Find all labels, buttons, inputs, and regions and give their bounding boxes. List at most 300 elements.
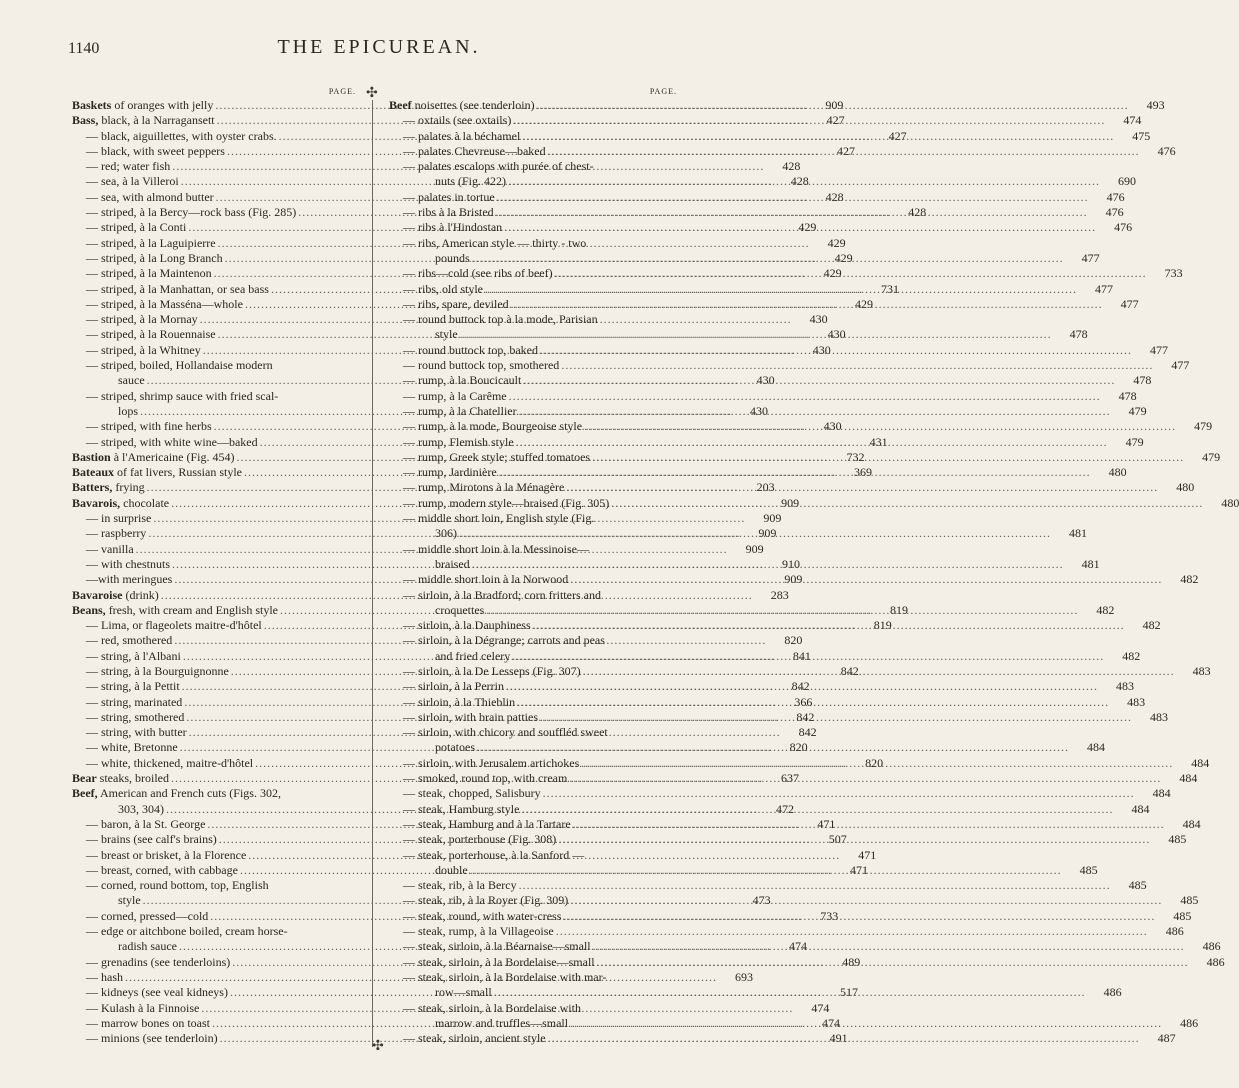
entry-text (86, 542, 134, 557)
page-reference: 483 (1127, 694, 1146, 709)
entry-subtext: — striped, shrimp sauce with fried scal- (86, 388, 279, 403)
page-reference: 430 (756, 373, 775, 388)
entry-text (403, 618, 531, 633)
entry-subtext: — striped, à la Rouennaise (86, 327, 216, 342)
leader-dots (472, 251, 1064, 266)
entry-text (403, 924, 554, 939)
entry-text (86, 970, 123, 985)
entry-text (86, 725, 187, 740)
page-reference: 482 (1180, 572, 1199, 587)
page-reference: 820 (865, 755, 884, 770)
entry-text (86, 817, 205, 832)
page-reference: 203 (756, 480, 775, 495)
entry-text (86, 435, 258, 450)
entry-text (86, 572, 172, 587)
page-reference: 483 (1149, 709, 1168, 724)
entry-text (403, 465, 497, 480)
entry-text (86, 985, 228, 1000)
entry-subtext: — white, Bretonne (86, 740, 178, 755)
entry-subtext: radish sauce (118, 939, 177, 954)
entry-text (86, 679, 180, 694)
entry-text (435, 1016, 568, 1031)
entry-subtext: — steak, sirloin, à la Bordelaise—small (403, 954, 595, 969)
entry-subtext: — sirloin, with brain patties (403, 709, 538, 724)
leader-dots (548, 1031, 1140, 1046)
entry-subtext: — corned, round bottom, top, English (86, 878, 269, 893)
entry-text (86, 358, 273, 373)
leader-dots (593, 939, 1185, 954)
page-reference: 476 (1114, 220, 1133, 235)
entry-subtext: — vanilla (86, 541, 134, 556)
entry-text (403, 129, 520, 144)
entry-text (403, 480, 564, 495)
entry-subtext: — minions (see tenderloin) (86, 1031, 218, 1046)
entry-line (389, 848, 679, 863)
leader-dots (581, 756, 1173, 771)
entry-subtext: chocolate (120, 495, 170, 510)
entry-text (403, 358, 559, 373)
entry-text (435, 174, 506, 189)
page-reference: 428 (908, 205, 927, 220)
page-reference: 472 (776, 801, 794, 816)
entry-text (403, 220, 502, 235)
entry-text (86, 297, 243, 312)
leader-dots (459, 526, 1051, 541)
page-reference: 431 (869, 434, 888, 449)
entry-line (389, 358, 1190, 373)
entry-subtext: — Kulash à la Finnoise (86, 1000, 200, 1015)
page-reference: 842 (791, 679, 810, 694)
entry-text (403, 664, 581, 679)
entry-text (86, 955, 230, 970)
entry-subtext: — steak, Hamburg and à la Tartare (403, 816, 571, 831)
entry-line (389, 786, 1171, 801)
entry-text (403, 893, 568, 908)
page-reference: 842 (796, 709, 815, 724)
entry-text (403, 113, 511, 128)
entry-subtext: — steak, sirloin, à la Bordelaise with mar- (403, 969, 607, 984)
entry-line (389, 511, 679, 526)
leader-dots (570, 893, 1162, 908)
page-reference: 909 (781, 495, 800, 510)
entry-text (403, 435, 514, 450)
entry-subtext: — round buttock top à la mode, Parisian (403, 312, 598, 327)
entry-subtext: — string, with butter (86, 725, 187, 740)
leader-dots (537, 98, 1129, 113)
entry-text (403, 756, 579, 771)
entry-subtext: — string, smothered (86, 709, 185, 724)
entry-text (435, 863, 468, 878)
page-reference: 489 (842, 954, 861, 969)
leader-dots (499, 465, 1091, 480)
leader-dots (477, 740, 1069, 755)
page-reference: 477 (1171, 358, 1190, 373)
entry-subtext: (drink) (122, 587, 159, 602)
entry-line (72, 878, 358, 893)
page-reference: 507 (828, 832, 847, 847)
entry-subtext: — ribs à la Bristed (403, 205, 494, 220)
entry-subtext: style (435, 327, 458, 342)
entry-text (86, 863, 238, 878)
page-reference: 690 (1118, 174, 1137, 189)
leader-dots (584, 419, 1176, 434)
entry-subtext: row—small (435, 985, 492, 1000)
entry-line (389, 312, 679, 327)
entry-text (403, 404, 517, 419)
page-reference: 486 (1165, 924, 1184, 939)
entry-subtext: — rump, Greek style; stuffed tomatoes (403, 449, 591, 464)
page-reference: 480 (1176, 480, 1195, 495)
entry-text (118, 404, 138, 419)
entry-text (435, 649, 510, 664)
cross-ornament-icon: ✣ (366, 86, 378, 101)
entry-subtext: — striped, à la Whitney (86, 342, 201, 357)
page-reference: 471 (817, 816, 836, 831)
entry-subtext: black, à la Narragansett (98, 113, 215, 128)
entry-text (86, 236, 216, 251)
entry-text (72, 98, 213, 113)
entry-subtext: — ribs, American style — thirty - two (403, 235, 587, 250)
entry-text (403, 373, 521, 388)
entry-subtext: — round buttock top, baked (403, 342, 538, 357)
page-reference: 478 (1133, 373, 1152, 388)
entry-subtext: — string, à l'Albani (86, 648, 181, 663)
entry-subtext: — palates Chevreuse—baked (403, 143, 546, 158)
entry-text (435, 603, 484, 618)
entry-subtext: — breast or brisket, à la Florence (86, 847, 247, 862)
entry-subtext: — striped, à la Masséna—whole (86, 296, 243, 311)
entry-subtext: — sea, à la Villeroi (86, 174, 179, 189)
page-reference: 429 (854, 296, 873, 311)
page-reference: 430 (827, 327, 846, 342)
leader-dots (522, 129, 1114, 144)
entry-text (86, 924, 288, 939)
leader-dots (508, 174, 1100, 189)
page-reference: 474 (1123, 113, 1142, 128)
page-reference: 476 (1106, 189, 1125, 204)
entry-subtext: — rump, Flemish style (403, 434, 514, 449)
page-reference: 480 (1221, 495, 1239, 510)
entry-text (403, 710, 538, 725)
page-reference: 487 (1157, 1031, 1176, 1046)
entry-subtext: — sirloin, with Jerusalem artichokes (403, 755, 580, 770)
entry-headword: Bavaroise (72, 587, 123, 602)
page-reference: 478 (1118, 388, 1137, 403)
entry-text (403, 633, 605, 648)
entry-subtext: — edge or aitchbone boiled, cream horse- (86, 924, 288, 939)
entry-text (86, 710, 184, 725)
page-reference: 909 (758, 526, 777, 541)
entry-subtext: — sirloin, à la Perrin (403, 679, 504, 694)
entry-text (403, 679, 504, 694)
entry-subtext: — ribs, old style (403, 281, 483, 296)
entry-text (403, 878, 517, 893)
entry-text (435, 740, 475, 755)
leader-dots (561, 358, 1153, 373)
leader-dots (563, 909, 1155, 924)
entry-text (86, 557, 170, 572)
entry-text (86, 848, 246, 863)
page-reference: 842 (840, 663, 859, 678)
leader-dots (485, 282, 1077, 297)
page-reference: 479 (1202, 449, 1221, 464)
entry-text (72, 450, 234, 465)
entry-line (389, 924, 1184, 939)
entry-text (86, 1001, 199, 1016)
entry-subtext: braised (435, 556, 470, 571)
entry-subtext: — oxtails (see oxtails) (403, 113, 512, 128)
entry-subtext: — striped, with white wine—baked (86, 434, 258, 449)
page-reference: 909 (825, 98, 844, 112)
entry-subtext: — black, aiguillettes, with oyster crabs. (86, 128, 277, 143)
entry-text (403, 725, 608, 740)
entry-line (389, 388, 1137, 404)
page-reference: 427 (826, 113, 845, 128)
entry-subtext: — sirloin, à la Dégrange; carrots and peas (403, 633, 605, 648)
entry-subtext: — rump, à la Chatellier (403, 403, 517, 418)
entry-text (86, 1016, 210, 1031)
entry-text (72, 113, 215, 128)
entry-text (86, 220, 186, 235)
entry-text (86, 144, 225, 159)
leader-dots (583, 664, 1175, 679)
entry-subtext: — string, marinated (86, 694, 183, 709)
entry-subtext: — striped, à la Long Branch (86, 250, 223, 265)
entry-line (72, 389, 358, 404)
page-reference: 369 (853, 465, 872, 480)
entry-subtext: of fat livers, Russian style (114, 465, 242, 480)
page-reference: 473 (752, 893, 771, 908)
entry-subtext: — striped, à la Conti (86, 220, 187, 235)
entry-subtext: — ribs, spare, deviled (403, 296, 509, 311)
page-reference: 427 (836, 143, 855, 158)
entry-text (72, 771, 169, 786)
entry-text (435, 526, 457, 541)
index-entry (389, 388, 1137, 404)
entry-headword: Bavarois, (72, 495, 121, 510)
leader-dots (513, 113, 1105, 128)
entry-subtext: — rump, Mirotons à la Ménagère (403, 480, 565, 495)
leader-dots (486, 603, 1078, 618)
entry-text (435, 985, 492, 1000)
entry-text (118, 939, 177, 954)
entry-text (86, 190, 214, 205)
entry-subtext: — steak, round, with water-cress (403, 908, 562, 923)
leader-dots (548, 144, 1140, 159)
entry-text (403, 450, 590, 465)
entry-subtext: — kidneys (see veal kidneys) (86, 985, 228, 1000)
entry-line (72, 924, 358, 939)
entry-text (86, 832, 217, 847)
entry-subtext: — sirloin, à la Dauphiness (403, 618, 531, 633)
entry-text (86, 695, 182, 710)
page-reference: 477 (1095, 281, 1113, 296)
entry-text (403, 588, 601, 603)
entry-subtext: — middle short loin à la Messinoise— (403, 541, 589, 556)
entry-subtext: noisettes (see tenderloin) (411, 98, 535, 112)
entry-headword: Beef (389, 98, 412, 112)
entry-subtext: — striped, with fine herbs (86, 419, 212, 434)
entry-subtext: — rump, à la Boucicault (403, 373, 522, 388)
entry-text (403, 542, 589, 557)
entry-text (86, 633, 172, 648)
entry-subtext: — smoked, round top, with cream (403, 771, 568, 786)
entry-text (403, 159, 594, 174)
entry-text (72, 786, 281, 801)
entry-subtext: — rump, à la Carême (403, 388, 507, 403)
page-reference: 483 (1192, 663, 1211, 678)
leader-dots (569, 771, 1161, 786)
entry-text (403, 695, 515, 710)
entry-subtext: — middle short loin, English style (Fig. (403, 511, 595, 526)
page-reference: 486 (1206, 954, 1225, 969)
leader-dots (570, 1016, 1162, 1031)
entry-subtext: — Lima, or flageolets maitre-d'hôtel (86, 618, 262, 633)
entry-subtext: — striped, à la Maintenon (86, 266, 212, 281)
page-reference: 484 (1182, 816, 1201, 831)
page-reference: 486 (1103, 985, 1122, 1000)
page-reference: 517 (839, 985, 858, 1000)
page-reference: 366 (794, 694, 813, 709)
entry-subtext: — with chestnuts (86, 556, 170, 571)
page-reference: 820 (789, 740, 808, 755)
page-reference: 842 (798, 725, 817, 740)
entry-text (86, 664, 229, 679)
page-reference: 430 (812, 342, 831, 357)
leader-dots (460, 327, 1052, 342)
index-entry (389, 878, 1147, 893)
page-reference: 482 (1122, 648, 1141, 663)
entry-text (86, 251, 223, 266)
entry-line (389, 588, 679, 603)
page-reference: 474 (811, 1000, 830, 1015)
entry-subtext: — striped, à la Laguipierre (86, 235, 216, 250)
entry-line (389, 970, 679, 985)
leader-dots (496, 205, 1088, 220)
entry-text (86, 174, 179, 189)
page-number: 1140 (68, 40, 100, 57)
page-reference: 637 (780, 771, 799, 786)
page-reference: 484 (1179, 771, 1198, 786)
entry-subtext: fresh, with cream and English style (105, 602, 278, 617)
entry-subtext: — ribs à l'Hindostan (403, 220, 503, 235)
entry-text (403, 389, 507, 404)
page-reference: 471 (849, 862, 868, 877)
entry-text (403, 817, 571, 832)
entry-subtext: — steak, sirloin, à la Bordelaise with (403, 1000, 581, 1015)
leader-dots (519, 878, 1111, 893)
entry-text (435, 557, 470, 572)
entry-headword: Batters, (72, 480, 113, 495)
leader-dots (611, 496, 1203, 511)
entry-text (403, 496, 609, 511)
entry-text (403, 1001, 581, 1016)
entry-text (86, 159, 170, 174)
page-reference: 909 (745, 541, 764, 556)
page-reference: 429 (834, 250, 853, 265)
entry-text (118, 893, 141, 908)
entry-subtext: nuts (Fig. 422) (435, 174, 507, 189)
entry-headword: Bateaux (72, 465, 114, 480)
entry-subtext: — red; water fish (86, 159, 171, 174)
entry-text (72, 465, 242, 480)
leader-dots (517, 695, 1109, 710)
entry-subtext: lops (118, 403, 139, 418)
entry-subtext: — corned, pressed—cold (86, 908, 209, 923)
page-reference: 430 (823, 419, 842, 434)
entry-subtext: — rump, à la mode, Bourgeoise style (403, 419, 583, 434)
page-reference: 476 (1157, 143, 1176, 158)
entry-subtext: — steak, Hamburg style (403, 801, 520, 816)
entry-subtext: — striped, à la Manhattan, or sea bass (86, 281, 269, 296)
leader-dots (472, 557, 1064, 572)
page-reference: 475 (1132, 128, 1151, 143)
entry-subtext: à l'Americaine (Fig. 454) (110, 449, 235, 464)
page-reference: 481 (1081, 556, 1100, 571)
entry-line (72, 358, 358, 373)
entry-subtext: style (118, 893, 141, 908)
page-reference: 474 (788, 939, 807, 954)
entry-subtext: croquettes (435, 602, 485, 617)
entry-text (389, 98, 535, 113)
entry-subtext: — round buttock top, smothered (403, 358, 560, 373)
page-reference: 731 (880, 281, 899, 296)
leader-dots (556, 924, 1148, 939)
column-divider (372, 100, 373, 1047)
page-reference: 480 (1108, 465, 1127, 480)
page-reference: 909 (763, 511, 782, 526)
entry-subtext: — steak, sirloin, à la Béarnaise—small (403, 939, 591, 954)
entry-text (86, 312, 198, 327)
entry-subtext: — brains (see calf's brains) (86, 832, 217, 847)
leader-dots (597, 955, 1189, 970)
entry-text (403, 236, 586, 251)
page-reference: 476 (1105, 205, 1124, 220)
page-reference: 471 (858, 847, 877, 862)
page-reference: 474 (821, 1015, 840, 1030)
leader-dots (512, 649, 1104, 664)
entry-text (403, 771, 567, 786)
entry-text (86, 909, 208, 924)
entry-subtext: potatoes (435, 740, 475, 755)
page-reference: 427 (888, 128, 907, 143)
entry-text (86, 649, 181, 664)
page-reference: 693 (735, 969, 753, 984)
page-column-heading: PAGE. (328, 87, 356, 96)
page-reference: 485 (1128, 878, 1147, 893)
page-reference: 428 (790, 174, 809, 189)
entry-subtext: — marrow bones on toast (86, 1015, 210, 1030)
entry-subtext: — string, à la Pettit (86, 679, 180, 694)
leader-dots (570, 572, 1162, 587)
entry-text (86, 618, 262, 633)
entry-text (403, 312, 598, 327)
entry-text (118, 802, 164, 817)
entry-text (86, 1031, 218, 1046)
entry-headword: Bass, (72, 113, 99, 128)
leader-dots (523, 373, 1115, 388)
leader-dots (509, 389, 1101, 404)
entry-text (86, 205, 296, 220)
entry-text (403, 266, 553, 281)
entry-text (86, 526, 146, 541)
entry-line (389, 633, 679, 648)
entry-text (86, 266, 212, 281)
entry-text (86, 756, 253, 771)
entry-subtext: — steak, chopped, Salisbury (403, 786, 541, 801)
entry-text (86, 740, 178, 755)
leader-dots (573, 817, 1165, 832)
